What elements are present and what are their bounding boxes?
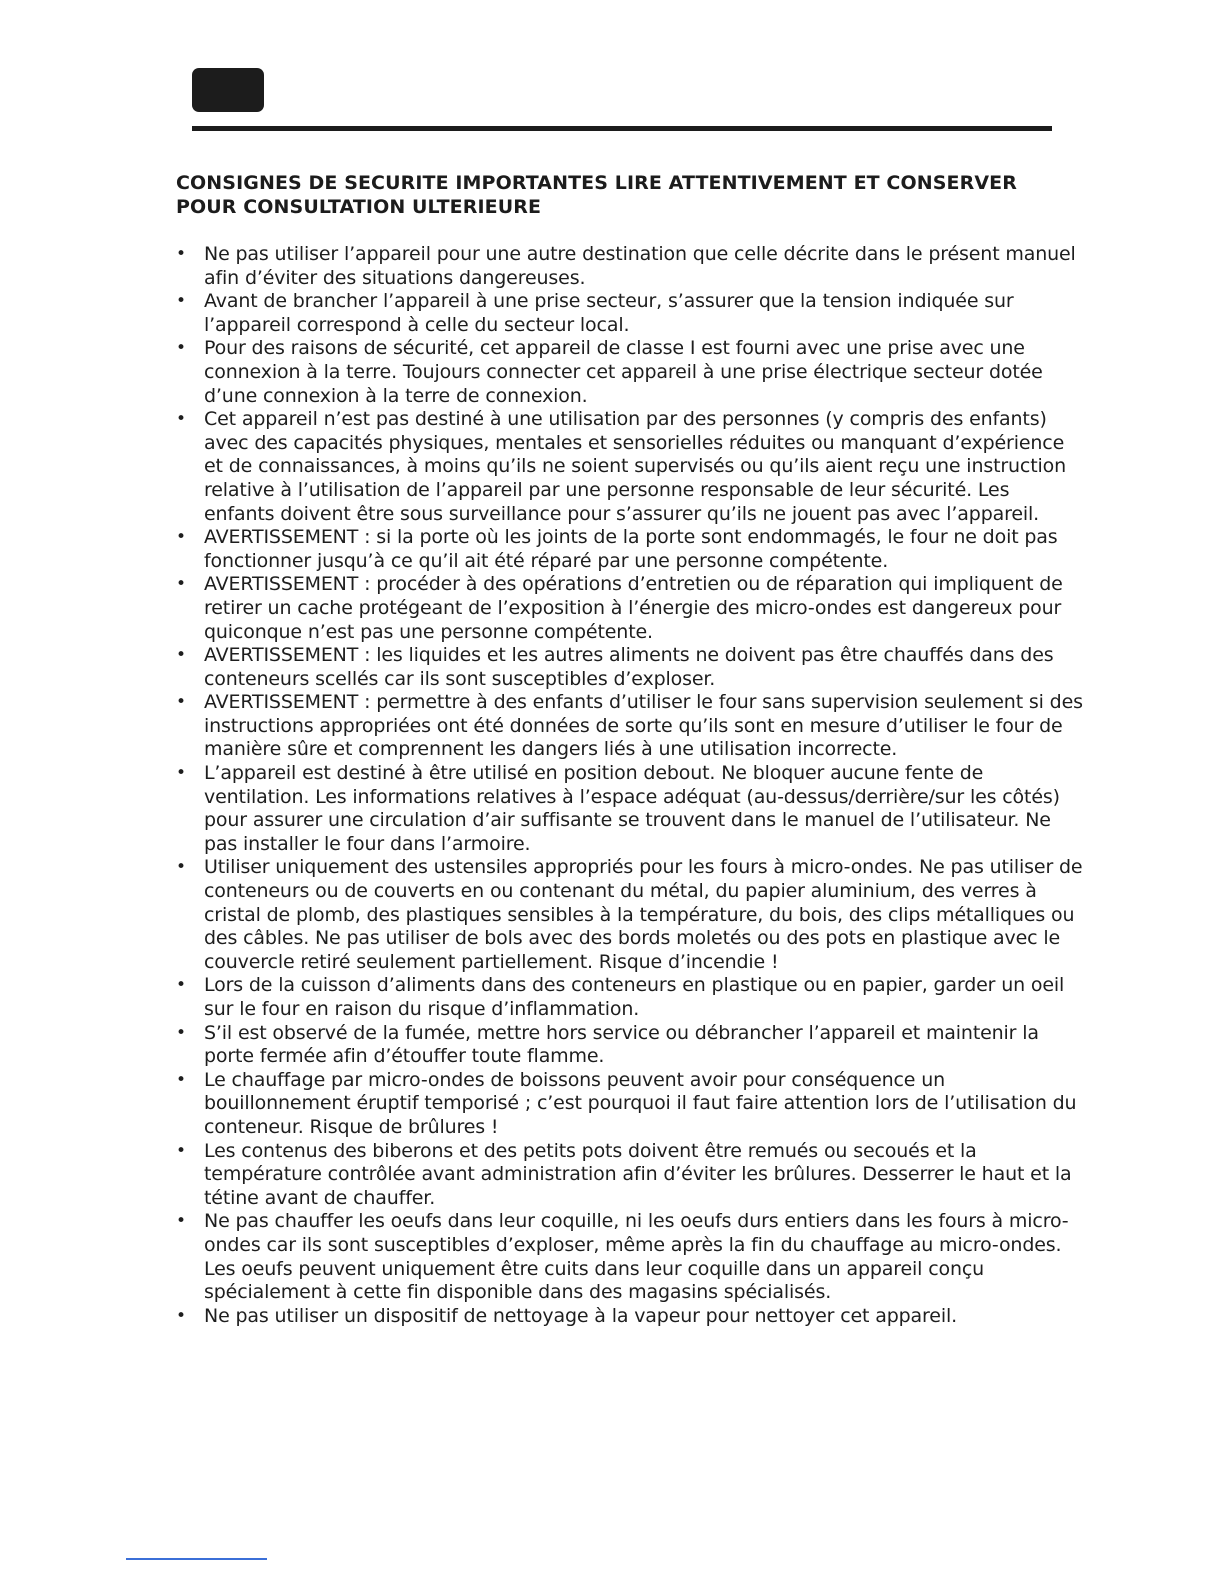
- list-item: • AVERTISSEMENT : si la porte où les joints de la porte sont endommagés, le four ne doit pas fonctionner jusqu’à ce qu’il ait été réparé par une personne compétente.: [176, 526, 1084, 573]
- list-item: • Le chauffage par micro-ondes de boissons peuvent avoir pour conséquence un bouillonnement éruptif temporisé ; c’est pourquoi il faut faire attention lors de l’utilisation du conteneur. Risque de brûlures !: [176, 1069, 1084, 1140]
- list-item: • AVERTISSEMENT : permettre à des enfants d’utiliser le four sans supervision seulement si des instructions appropriées ont été données de sorte qu’ils sont en mesure d’utiliser le four de manière sûre et comprennent les dangers liés à une utilisation incorrecte.: [176, 691, 1084, 762]
- footer-link-underline[interactable]: [126, 1558, 267, 1560]
- list-item: • Cet appareil n’est pas destiné à une utilisation par des personnes (y compris des enfants) avec des capacités physiques, mentales et sensorielles réduites ou manquant d’expérience et de connaissances, à moins qu’ils ne soient supervisés ou qu’ils aient reçu une instruction relative à l’utilisation de l’appareil par une personne responsable de leur sécurité. Les enfants doivent être sous surveillance pour s’assurer qu’ils ne jouent pas avec l’appareil.: [176, 408, 1084, 526]
- header-rule: [192, 126, 1052, 131]
- list-item: • Ne pas chauffer les oeufs dans leur coquille, ni les oeufs durs entiers dans les fours à micro-ondes car ils sont susceptibles d’exploser, même après la fin du chauffage au micro-ondes. Les oeufs peuvent uniquement être cuits dans leur coquille dans un appareil conçu spécialement à cette fin disponible dans des magasins spécialisés.: [176, 1210, 1084, 1304]
- list-item: • Ne pas utiliser un dispositif de nettoyage à la vapeur pour nettoyer cet appareil.: [176, 1305, 1084, 1329]
- list-item: • AVERTISSEMENT : procéder à des opérations d’entretien ou de réparation qui impliquent de retirer un cache protégeant de l’exposition à l’énergie des micro-ondes est dangereux pour quiconque n’est pas une personne compétente.: [176, 573, 1084, 644]
- safety-heading: CONSIGNES DE SECURITE IMPORTANTES LIRE ATTENTIVEMENT ET CONSERVER POUR CONSULTATION ULTERIEURE: [176, 172, 1017, 218]
- list-item: • Ne pas utiliser l’appareil pour une autre destination que celle décrite dans le présent manuel afin d’éviter des situations dangereuses.: [176, 243, 1084, 290]
- language-tab: [192, 68, 264, 112]
- list-item: • Lors de la cuisson d’aliments dans des conteneurs en plastique ou en papier, garder un oeil sur le four en raison du risque d’inflammation.: [176, 974, 1084, 1021]
- list-item: • Utiliser uniquement des ustensiles appropriés pour les fours à micro-ondes. Ne pas utiliser de conteneurs ou de couverts en ou contenant du métal, du papier aluminium, des verres à cristal de plomb, des plastiques sensibles à la température, du bois, des clips métalliques ou des câbles. Ne pas utiliser de bols avec des bords moletés ou des pots en plastique avec le couvercle retiré seulement partiellement. Risque d’incendie !: [176, 856, 1084, 974]
- safety-instructions-list: [176, 243, 1084, 1328]
- list-item: • AVERTISSEMENT : les liquides et les autres aliments ne doivent pas être chauffés dans des conteneurs scellés car ils sont susceptibles d’exploser.: [176, 644, 1084, 691]
- list-item: • S’il est observé de la fumée, mettre hors service ou débrancher l’appareil et maintenir la porte fermée afin d’étouffer toute flamme.: [176, 1022, 1084, 1069]
- list-item: • L’appareil est destiné à être utilisé en position debout. Ne bloquer aucune fente de ventilation. Les informations relatives à l’espace adéquat (au-dessus/derrière/sur les côtés) pour assurer une circulation d’air suffisante se trouvent dans le manuel de l’utilisateur. Ne pas installer le four dans l’armoire.: [176, 762, 1084, 856]
- list-item: • Les contenus des biberons et des petits pots doivent être remués ou secoués et la température contrôlée avant administration afin d’éviter les brûlures. Desserrer le haut et la tétine avant de chauffer.: [176, 1140, 1084, 1211]
- list-item: • Pour des raisons de sécurité, cet appareil de classe I est fourni avec une prise avec une connexion à la terre. Toujours connecter cet appareil à une prise électrique secteur dotée d’une connexion à la terre de connexion.: [176, 337, 1084, 408]
- list-item: • Avant de brancher l’appareil à une prise secteur, s’assurer que la tension indiquée sur l’appareil correspond à celle du secteur local.: [176, 290, 1084, 337]
